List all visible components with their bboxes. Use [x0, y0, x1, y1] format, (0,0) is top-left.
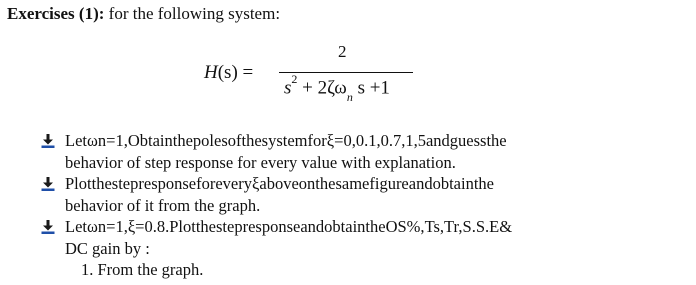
word: Let — [65, 131, 87, 150]
word: poles — [192, 131, 228, 150]
word: ωn — [87, 217, 107, 236]
list-item-line-2: DC gain by : — [65, 238, 150, 258]
equation-numerator: 2 — [338, 42, 347, 61]
word: Obtain — [127, 131, 173, 150]
equation-lhs-function: H — [204, 62, 218, 83]
list-item-line-2: behavior of it from the graph. — [65, 195, 261, 215]
word: every — [215, 174, 253, 193]
exercise-heading — [7, 4, 280, 24]
numbered-item — [40, 259, 690, 281]
word: Let — [65, 217, 87, 236]
numbered-item-text: From the graph. — [97, 260, 204, 279]
word: same — [335, 174, 370, 193]
word: S.S.E — [462, 217, 500, 236]
word: OS%, — [385, 217, 425, 236]
list-item — [40, 130, 690, 173]
word: 1, — [115, 131, 128, 150]
fraction-bar — [279, 72, 413, 73]
word: Plot — [65, 174, 92, 193]
word: ξ — [326, 131, 335, 150]
word: 5 — [417, 131, 426, 150]
word: response — [138, 174, 197, 193]
list-item-line-1 — [65, 173, 687, 195]
word: and — [300, 217, 325, 236]
arrow-down-underline-icon — [40, 133, 56, 149]
list-item-line-1 — [65, 216, 687, 238]
word: the — [172, 131, 193, 150]
equation-den-exponent: 2 — [291, 72, 298, 86]
word: the — [315, 174, 336, 193]
word: for — [307, 131, 327, 150]
word: 1, — [405, 131, 418, 150]
word: Tr, — [444, 217, 463, 236]
arrow-down-underline-icon — [40, 176, 56, 192]
word: response — [242, 217, 301, 236]
word: step — [111, 174, 139, 193]
word: Ts, — [424, 217, 445, 236]
word: 0, — [343, 131, 356, 150]
word: the — [195, 217, 217, 236]
word: = — [135, 217, 145, 236]
arrow-down-underline-icon — [40, 219, 56, 235]
word: the — [241, 131, 262, 150]
word: = — [106, 217, 116, 236]
transfer-function-equation — [204, 42, 424, 114]
word: obtain — [324, 217, 366, 236]
word: step — [216, 217, 243, 236]
word: ξ — [252, 174, 260, 193]
word: the — [473, 174, 495, 193]
word: and — [425, 131, 450, 150]
word: the — [486, 131, 507, 150]
equation-den-end: s +1 — [357, 77, 390, 99]
word: ωn — [87, 131, 107, 150]
word: guess — [449, 131, 487, 150]
exercise-heading-text: for the following system: — [108, 4, 281, 23]
equation-den-subscript: n — [346, 90, 353, 105]
word: obtain — [432, 174, 474, 193]
numbered-item-number: 1. — [81, 260, 94, 279]
word: 0.1, — [355, 131, 381, 150]
exercise-list — [40, 130, 690, 281]
word: system — [261, 131, 308, 150]
word: the — [365, 217, 386, 236]
word: the — [91, 174, 112, 193]
word: ξ — [127, 217, 136, 236]
word: for — [196, 174, 216, 193]
equation-lhs — [204, 62, 253, 84]
equation-den-middle: + 2ζω — [302, 77, 347, 99]
list-item-line-2: behavior of step response for every value with explanation. — [65, 152, 456, 172]
word: 0.7, — [380, 131, 406, 150]
word: Plot — [169, 217, 196, 236]
word: of — [227, 131, 242, 150]
word: figure — [369, 174, 409, 193]
exercise-heading-label: Exercises (1): — [7, 4, 105, 23]
equation-denominator — [284, 72, 390, 105]
word: 1, — [115, 217, 128, 236]
word: = — [106, 131, 116, 150]
list-item — [40, 173, 690, 216]
equation-den-s: s — [284, 77, 292, 99]
word: & — [499, 217, 513, 236]
word: = — [334, 131, 344, 150]
equation-lhs-argument: (s) = — [217, 62, 254, 83]
word: and — [408, 174, 433, 193]
list-item — [40, 216, 690, 259]
word: 0.8. — [144, 217, 170, 236]
word: on — [298, 174, 316, 193]
word: above — [259, 174, 299, 193]
list-item-line-1 — [65, 130, 687, 152]
